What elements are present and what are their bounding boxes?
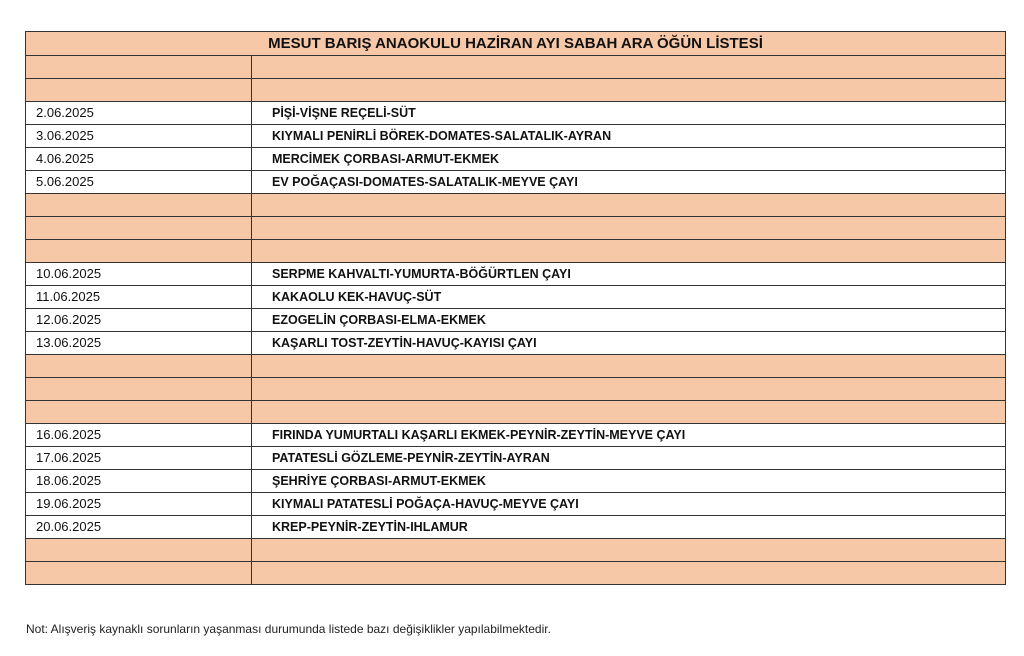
meal-row — [26, 424, 1006, 447]
meal-cell — [252, 355, 1006, 378]
meal-cell — [252, 240, 1006, 263]
date-cell: 4.06.2025 — [26, 148, 252, 171]
blank-row — [26, 217, 1006, 240]
meal-cell: KIYMALI PENİRLİ BÖREK-DOMATES-SALATALIK-AYRAN — [252, 125, 1006, 148]
meal-row — [26, 102, 1006, 125]
blank-row — [26, 240, 1006, 263]
date-cell: 3.06.2025 — [26, 125, 252, 148]
date-cell: 20.06.2025 — [26, 516, 252, 539]
date-cell — [26, 562, 252, 585]
date-cell: 18.06.2025 — [26, 470, 252, 493]
blank-row — [26, 79, 1006, 102]
date-cell: 2.06.2025 — [26, 102, 252, 125]
date-cell — [26, 240, 252, 263]
meal-cell: ŞEHRİYE ÇORBASI-ARMUT-EKMEK — [252, 470, 1006, 493]
meal-cell — [252, 79, 1006, 102]
meal-cell — [252, 194, 1006, 217]
date-cell: 5.06.2025 — [26, 171, 252, 194]
document-title: MESUT BARIŞ ANAOKULU HAZİRAN AYI SABAH ARA ÖĞÜN LİSTESİ — [26, 32, 1006, 56]
date-cell: 16.06.2025 — [26, 424, 252, 447]
meal-cell: KAKAOLU KEK-HAVUÇ-SÜT — [252, 286, 1006, 309]
meal-row — [26, 286, 1006, 309]
meal-row — [26, 332, 1006, 355]
footnote: Not: Alışveriş kaynaklı sorunların yaşanması durumunda listede bazı değişiklikler yapılabilmektedir. — [26, 622, 551, 636]
meal-row — [26, 309, 1006, 332]
meal-cell: PATATESLİ GÖZLEME-PEYNİR-ZEYTİN-AYRAN — [252, 447, 1006, 470]
date-cell: 19.06.2025 — [26, 493, 252, 516]
date-cell: 11.06.2025 — [26, 286, 252, 309]
meal-cell: KREP-PEYNİR-ZEYTİN-IHLAMUR — [252, 516, 1006, 539]
meal-row — [26, 148, 1006, 171]
blank-row — [26, 194, 1006, 217]
meal-cell — [252, 56, 1006, 79]
meal-row — [26, 516, 1006, 539]
date-cell — [26, 194, 252, 217]
date-cell — [26, 401, 252, 424]
meal-cell — [252, 378, 1006, 401]
meal-cell — [252, 539, 1006, 562]
blank-row — [26, 355, 1006, 378]
date-cell — [26, 355, 252, 378]
menu-table — [25, 31, 1006, 585]
meal-cell: EV POĞAÇASI-DOMATES-SALATALIK-MEYVE ÇAYI — [252, 171, 1006, 194]
meal-cell — [252, 401, 1006, 424]
meal-row — [26, 125, 1006, 148]
blank-row — [26, 56, 1006, 79]
menu-table-body — [26, 32, 1006, 585]
meal-row — [26, 470, 1006, 493]
meal-cell: FIRINDA YUMURTALI KAŞARLI EKMEK-PEYNİR-ZEYTİN-MEYVE ÇAYI — [252, 424, 1006, 447]
title-row — [26, 32, 1006, 56]
meal-cell — [252, 562, 1006, 585]
meal-row — [26, 447, 1006, 470]
meal-cell — [252, 217, 1006, 240]
meal-cell: SERPME KAHVALTI-YUMURTA-BÖĞÜRTLEN ÇAYI — [252, 263, 1006, 286]
meal-cell: MERCİMEK ÇORBASI-ARMUT-EKMEK — [252, 148, 1006, 171]
date-cell — [26, 56, 252, 79]
meal-row — [26, 171, 1006, 194]
date-cell — [26, 378, 252, 401]
date-cell — [26, 539, 252, 562]
blank-row — [26, 539, 1006, 562]
blank-row — [26, 401, 1006, 424]
meal-row — [26, 493, 1006, 516]
meal-cell: KAŞARLI TOST-ZEYTİN-HAVUÇ-KAYISI ÇAYI — [252, 332, 1006, 355]
date-cell: 13.06.2025 — [26, 332, 252, 355]
meal-cell: EZOGELİN ÇORBASI-ELMA-EKMEK — [252, 309, 1006, 332]
date-cell — [26, 79, 252, 102]
date-cell: 17.06.2025 — [26, 447, 252, 470]
meal-cell: PİŞİ-VİŞNE REÇELİ-SÜT — [252, 102, 1006, 125]
blank-row — [26, 378, 1006, 401]
meal-cell: KIYMALI PATATESLİ POĞAÇA-HAVUÇ-MEYVE ÇAYI — [252, 493, 1006, 516]
meal-row — [26, 263, 1006, 286]
blank-row — [26, 562, 1006, 585]
date-cell: 10.06.2025 — [26, 263, 252, 286]
date-cell: 12.06.2025 — [26, 309, 252, 332]
date-cell — [26, 217, 252, 240]
